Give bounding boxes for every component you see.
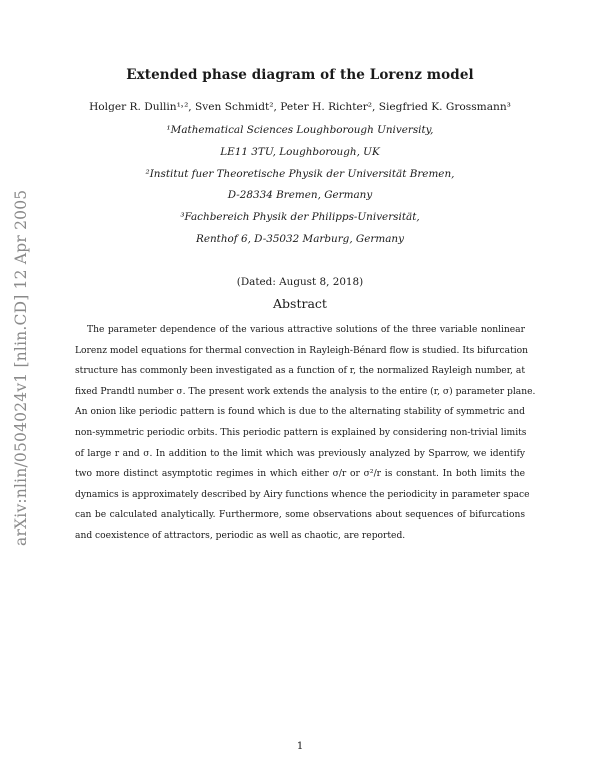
affiliation-line-2: LE11 3TU, Loughborough, UK <box>220 146 380 158</box>
affiliation-line-3: ²Institut fuer Theoretische Physik der Universität Bremen, <box>145 168 455 180</box>
page-number: 1 <box>296 740 304 752</box>
affiliation-line-6: Renthof 6, D-35032 Marburg, Germany <box>196 233 404 245</box>
abstract-line: fixed Prandtl number σ. The present work extends the analysis to the entire (r, σ) parameter plane. <box>75 386 536 397</box>
dated-line: (Dated: August 8, 2018) <box>236 276 364 288</box>
abstract-line: An onion like periodic pattern is found which is due to the alternating stability of symmetric and <box>75 407 525 418</box>
paper-title: Extended phase diagram of the Lorenz model <box>126 67 474 83</box>
abstract-line: two more distinct asymptotic regimes in which either σ/r or σ²/r is constant. In both limits the <box>75 469 525 480</box>
abstract-line: structure has commonly been investigated as a function of r, the normalized Rayleigh number, at <box>75 366 525 377</box>
arxiv-identifier: arXiv:nlin/0504024v1 [nlin.CD] 12 Apr 2005 <box>12 189 30 547</box>
affiliation-line-1: ¹Mathematical Sciences Loughborough University, <box>166 124 434 136</box>
abstract-heading: Abstract <box>273 296 327 311</box>
abstract-line: can be calculated analytically. Furthermore, some observations about sequences of bifurcations <box>75 510 525 521</box>
affiliation-line-4: D-28334 Bremen, Germany <box>227 189 373 201</box>
abstract-body <box>75 320 536 547</box>
abstract-line: non-symmetric periodic orbits. This periodic pattern is explained by considering non-trivial limits <box>75 427 527 438</box>
abstract-line: The parameter dependence of the various attractive solutions of the three variable nonlinear <box>87 325 525 335</box>
abstract-line: of large r and σ. In addition to the limit which was previously analyzed by Sparrow, we identify <box>75 448 525 459</box>
affiliation-line-5: ³Fachbereich Physik der Philipps-Universität, <box>180 211 420 223</box>
author-list: Holger R. Dullin¹˒², Sven Schmidt², Peter H. Richter², Siegfried K. Grossmann³ <box>89 101 511 113</box>
abstract-line: dynamics is approximately described by Airy functions whence the periodicity in parameter space <box>75 489 530 500</box>
abstract-line: Lorenz model equations for thermal convection in Rayleigh-Bénard flow is studied. Its bifurcation <box>75 345 529 356</box>
abstract-line: and coexistence of attractors, periodic as well as chaotic, are reported. <box>75 530 406 541</box>
